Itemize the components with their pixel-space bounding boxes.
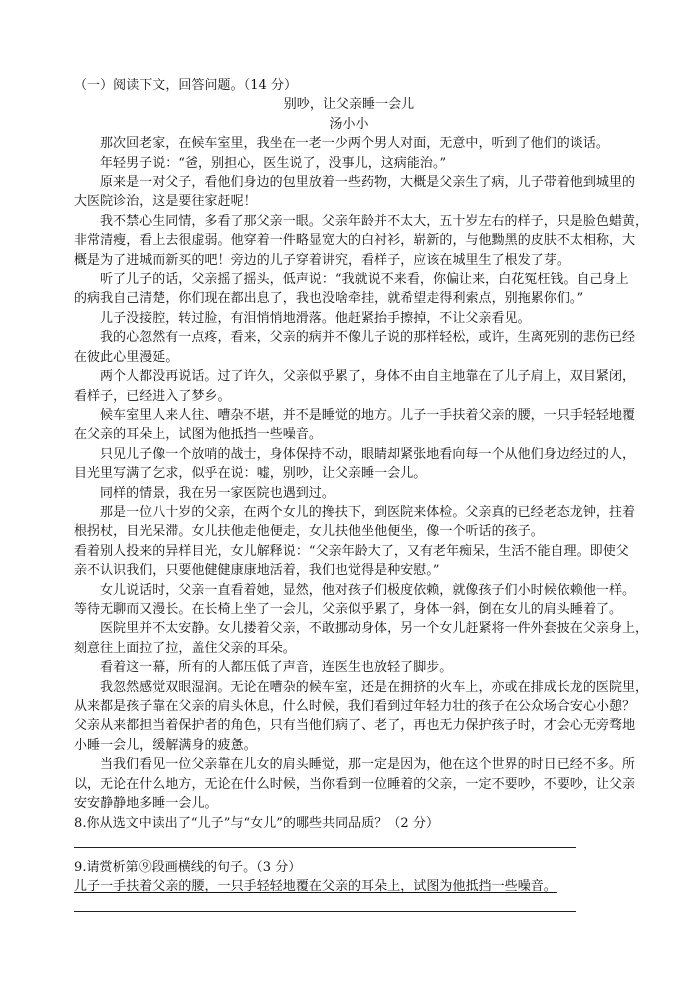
body-line: 以，无论在什么地方，无论在什么时候，当你看到一位睡着的父亲，一定不要吵，不要吵，让父亲 (74, 776, 636, 792)
body-line: 我的心忽然有一点疼，看来，父亲的病并不像儿子说的那样轻松，或许，生离死别的悲伤已经 (100, 330, 636, 346)
article-author: 汤小小 (329, 116, 369, 132)
body-line: 同样的情景，我在另一家医院也遇到过。 (100, 485, 335, 501)
body-line: 在父亲的耳朵上，试图为他抵挡一些噪音。 (74, 427, 322, 443)
body-line: 小睡一会儿，缓解满身的疲惫。 (74, 737, 257, 753)
body-line: 儿子没接腔，转过脸，有泪悄悄地滑落。他赶紧抬手擦掉，不让父亲看见。 (100, 310, 531, 326)
body-line: 医院里并不太安静。女儿搂着父亲，不敢挪动身体，另一个女儿赶紧将一件外套披在父亲身上， (100, 621, 649, 637)
body-line: 我忽然感觉双眼湿润。无论在嘈杂的候车室，还是在拥挤的火车上，亦或在排成长龙的医院里， (100, 679, 649, 695)
article-body (74, 134, 649, 813)
body-line: 的病我自己清楚，你们现在都出息了，我也没啥牵挂，就希望走得利索点，别拖累你们。” (74, 291, 584, 307)
body-line: 概是为了进城而新买的吧！旁边的儿子穿着讲究，看样子，应该在城里生了根发了芽。 (74, 252, 570, 268)
body-line: 大医院诊治，这是要往家赶呢！ (74, 194, 257, 210)
section-header: （一）阅读下文，回答问题。（14 分） (74, 78, 298, 93)
body-line: 女儿说话时，父亲一直看着她，显然，他对孩子们极度依赖，就像孩子们小时候依赖他一样。 (100, 582, 636, 598)
body-line: 当我们看见一位父亲靠在儿女的肩头睡觉，那一定是因为，他在这个世界的时日已经不多。所 (100, 757, 636, 773)
article-title: 别吵，让父亲睡一会儿 (283, 97, 415, 113)
body-line: 看样子，已经进入了梦乡。 (74, 388, 231, 404)
body-line: 那次回老家，在候车室里，我坐在一老一少两个男人对面，无意中，听到了他们的谈话。 (100, 136, 609, 152)
body-line: 只见儿子像一个放哨的战士，身体保持不动，眼睛却紧张地看向每一个从他们身边经过的人， (100, 446, 636, 462)
body-line: 原来是一对父子，看他们身边的包里放着一些药物，大概是父亲生了病，儿子带着他到城里的 (100, 175, 636, 191)
body-line: 看着别人投来的异样目光，女儿解释说：“父亲年龄大了，又有老年痴呆，生活不能自理。即使父 (74, 543, 629, 559)
question-9-quote: 儿子一手扶着父亲的腰，一只手轻轻地覆在父亲的耳朵上，试图为他抵挡一些噪音。 (74, 879, 557, 895)
body-line: 两个人都没再说话。过了许久，父亲似乎累了，身体不由自主地靠在了儿子肩上，双目紧闭， (100, 369, 636, 385)
document-page (74, 76, 649, 922)
body-line: 非常清瘦，看上去很虚弱。他穿着一件略显宽大的白衬衫，崭新的，与他黝黑的皮肤不太相称，大 (74, 233, 636, 249)
body-line: 候车室里人来人往、嘈杂不堪，并不是睡觉的地方。儿子一手扶着父亲的腰，一只手轻轻地覆 (100, 407, 636, 423)
question-9: 9.请赏析第⑨段画横线的句子。（3 分） (74, 859, 302, 875)
body-line: 亲不认识我们，只要他健健康康地活着，我们也觉得是种安慰。” (74, 563, 440, 579)
answer-line-q9 (74, 911, 576, 912)
body-line: 那是一位八十岁的父亲，在两个女儿的搀扶下，到医院来体检。父亲真的已经老态龙钟，拄着 (100, 504, 636, 520)
body-line: 安安静静地多睡一会儿。 (74, 796, 218, 812)
body-line: 我不禁心生同情，多看了那父亲一眼。父亲年龄并不太大，五十岁左右的样子，只是脸色蜡黄， (100, 213, 649, 229)
answer-line-q8 (74, 847, 576, 848)
body-line: 根拐杖，目光呆滞。女儿扶他走他便走，女儿扶他坐他便坐，像一个听话的孩子。 (74, 524, 544, 540)
body-line: 父亲从来都担当着保护者的角色，只有当他们病了、老了，再也无力保护孩子时，才会心无旁骛地 (74, 718, 636, 734)
body-line: 听了儿子的话，父亲摇了摇头，低声说：“我就说不来看，你偏让来，白花冤枉钱。自己身上 (100, 272, 629, 288)
body-line: 年轻男子说：“爸，别担心，医生说了，没事儿，这病能治。” (100, 155, 447, 171)
question-8: 8.你从选文中读出了“儿子”与“女儿”的哪些共同品质？（2 分） (74, 816, 439, 832)
body-line: 目光里写满了乞求，似乎在说：嘘，别吵，让父亲睡一会儿。 (74, 466, 427, 482)
body-line: 看着这一幕，所有的人都压低了声音，连医生也放轻了脚步。 (100, 660, 453, 676)
body-line: 从来都是孩子靠在父亲的肩头休息，什么时候，我们看到过年轻力壮的孩子在公众场合安心小憩？ (74, 699, 636, 714)
body-line: 刻意往上面拉了拉，盖住父亲的耳朵。 (74, 640, 296, 656)
body-line: 在彼此心里漫延。 (74, 349, 179, 365)
body-line: 等待无聊而又漫长。在长椅上坐了一会儿，父亲似乎累了，身体一斜，倒在女儿的肩头睡着了。 (74, 601, 623, 617)
